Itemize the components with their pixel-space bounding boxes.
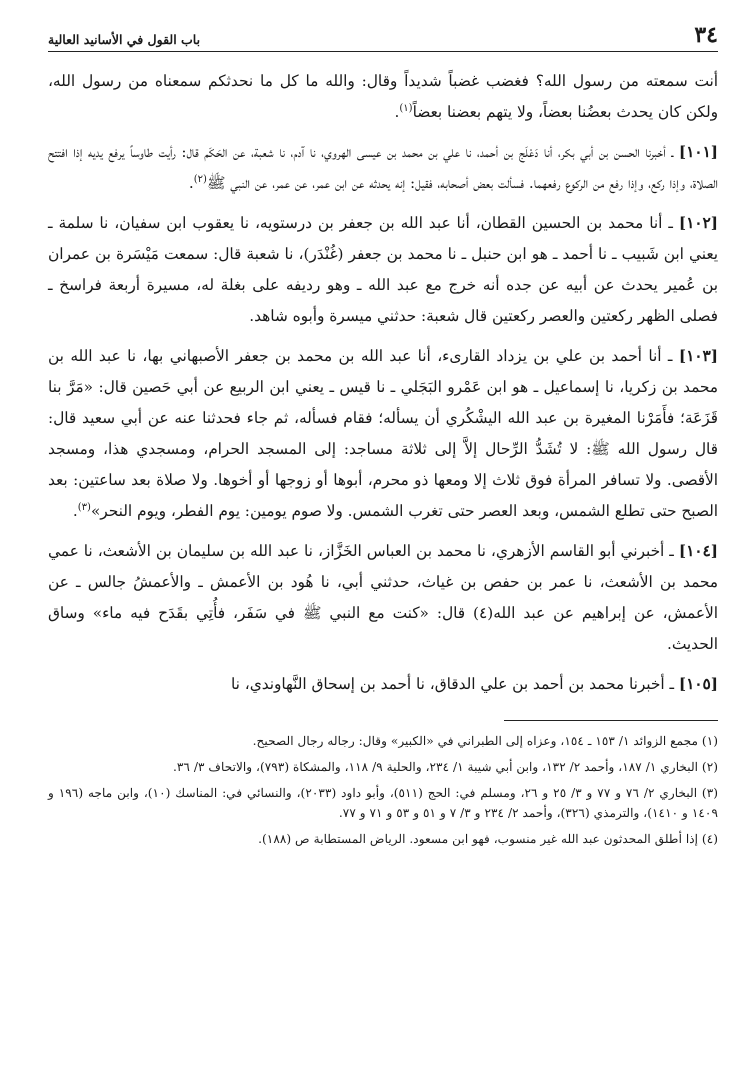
- paragraph-continuation: أنت سمعته من رسول الله؟ فغضب غضباً شديداً وقال: والله ما كل ما نحدثكم سمعناه من رسول الله، ولكن كان يحدث بعضُنا بعضاً، ولا يتهم بعضنا بعضاً$^{(١)}$.: [48, 72, 718, 121]
- hadith-number: [١٠١]: [678, 143, 718, 161]
- hadith-paragraph-102: [48, 208, 718, 332]
- paragraph-text: أنت سمعته من رسول الله؟ فغضب غضباً شديداً وقال: والله ما كل ما نحدثكم سمعناه من رسول الله، ولكن كان يحدث بعضُنا بعضاً، ولا يتهم بعضنا بعضاً: [48, 72, 718, 121]
- hadith-paragraph-101: [١٠١] ـ أخبرنا الحسن بن أبي بكر، أنا دَعْلَج بن أحمد، نا علي بن محمد بن عيسى الهروي، نا آدم، نا شعبة، عن الحَكَم قال: رأيت طاوساً يرفع يديه إذا افتتح الصلاة، وإذا ركع، وإذا رفع من الركوع رفعهما. فسألت بعض أصحابه، فقيل: إنه يحدثه عن ابن عمر، عن عمر، عن النبي ﷺ$^{(٢)}$.: [48, 143, 718, 192]
- book-page: [48, 22, 718, 855]
- footnote-ref: (٢): [193, 173, 207, 185]
- hadith-paragraph-103: [١٠٣] ـ أنا أحمد بن علي بن يزداد القارىء، أنا عبد الله بن محمد بن جعفر الأصبهاني بها، نا عبد الله بن محمد بن زكريا، نا إسماعيل ـ هو ابن عَمْرو البَجَلي ـ نا قيس ـ يعني ابن الربيع عن أبي حَصين قال: «مَرَّ بنا قَزَعَة؛ فأَمَرْنا المغيرة بن عبد الله اليشْكُري أن يسأله؛ فقام فسأله، ثم جاء فحدثنا عنه عن أبي سعيد قال: قال رسول الله ﷺ: لا تُشَدُّ الرِّحال إلاَّ إلى ثلاثة مساجد: إلى المسجد الحرام، ومسجدي هذا، ومسجد الأقصى. ولا تسافر المرأة فوق ثلاث إلا ومعها ذو محرم، أبوها أو زوجها أو أخوها. ولا صلاة بعد ساعتين: بعد الصبح حتى تطلع الشمس، وبعد العصر حتى تغرب الشمس. ولا صوم يومين: يوم الفطر، ويوم النحر»$^{(٣)}$.: [48, 347, 718, 520]
- paragraph-text: ـ أنا أحمد بن علي بن يزداد القارىء، أنا عبد الله بن محمد بن جعفر الأصبهاني بها، نا عبد الله بن محمد بن زكريا، نا إسماعيل ـ هو ابن عَمْرو البَجَلي ـ نا قيس ـ يعني ابن الربيع عن أبي حَصين قال: «مَرَّ بنا قَزَعَة؛ فأَمَرْنا المغيرة بن عبد الله اليشْكُري أن يسأله؛ فقام فسأله، ثم جاء فحدثنا عنه عن أبي سعيد قال: قال رسول الله ﷺ: لا تُشَدُّ الرِّحال إلاَّ إلى ثلاثة مساجد: إلى المسجد الحرام، ومسجدي هذا، ومسجد الأقصى. ولا تسافر المرأة فوق ثلاث إلا ومعها ذو محرم، أبوها أو زوجها أو أخوها. ولا صلاة بعد ساعتين: بعد الصبح حتى تطلع الشمس، وبعد العصر حتى تغرب الشمس. ولا صوم يومين: يوم الفطر، ويوم النحر»: [48, 347, 718, 520]
- hadith-number: [١٠٤]: [678, 542, 718, 560]
- footnote-ref: (٣): [77, 501, 91, 513]
- hadith-paragraph-104: [48, 536, 718, 660]
- footnotes: [48, 731, 718, 849]
- footnote-2: (٢) البخاري ١/ ١٨٧، وأحمد ٢/ ١٣٢، وابن أبي شيبة ١/ ٢٣٤، والحلية ٩/ ١١٨، والمشكاة (٧٩٣)، والاتحاف ٣/ ٣٦.: [172, 760, 718, 774]
- main-text: [48, 66, 718, 700]
- paragraph-text: ـ أنا محمد بن الحسين القطان، أنا عبد الله بن جعفر بن درستويه، نا يعقوب ابن سفيان، نا سلمة ـ يعني ابن شَبيب ـ نا أحمد ـ هو ابن حنبل ـ نا محمد بن جعفر (غُنْدَر)، نا شعبة قال: سمعت مَيْسَرة بن عمران بن عُمير يحدث عن أبيه عن جده أنه خرج مع عبد الله ـ وهو رديفه على بغلة له، مسيرة أربعة فراسخ ـ فصلى الظهر ركعتين والعصر ركعتين قال شعبة: حدثني ميسرة وأبوه شاهد.: [48, 214, 718, 325]
- running-title: باب القول في الأسانيد العالية: [48, 32, 201, 47]
- footnote-divider: [504, 720, 718, 721]
- hadith-paragraph-105: [48, 669, 718, 700]
- footnote-ref: (١): [399, 102, 413, 114]
- hadith-number: [١٠٢]: [678, 214, 718, 232]
- hadith-number: [١٠٥]: [678, 675, 718, 693]
- footnote-4: (٤) إذا أطلق المحدثون عبد الله غير منسوب، فهو ابن مسعود. الرياض المستطابة ص (١٨٨).: [258, 832, 718, 846]
- page-number: ٣٤: [694, 22, 718, 48]
- footnote-3: (٣) البخاري ٢/ ٧٦ و ٧٧ و ٣/ ٢٥ و ٢٦، ومسلم في: الحج (٥١١)، وأبو داود (٢٠٣٣)، والنسائي في: المناسك (١٠)، وابن ماجه (١٩٦ و ١٤٠٩ و ١٤١٠)، والترمذي (٣٢٦)، وأحمد ٢/ ٢٣٤ و ٣/ ٧ و ٥١ و ٥٣ و ٧١ و ٧٧.: [48, 786, 719, 820]
- paragraph-text: ـ أخبرني أبو القاسم الأزهري، نا محمد بن العباس الخَزَّاز، نا عبد الله بن سليمان بن الأشعث، نا عمي محمد بن الأشعث، نا عمر بن حفص بن غياث، حدثني أبي، نا هُود بن الأعمش ـ والأعمشُ جالس ـ عن الأعمش، عن إبراهيم عن عبد الله(٤) قال: «كنت مع النبي ﷺ في سَفَر، فأُتِي بقَدَح فيه ماء» وساق الحديث.: [48, 542, 719, 653]
- hadith-number: [١٠٣]: [678, 347, 718, 365]
- footnote-1: (١) مجمع الزوائد ١/ ١٥٣ ـ ١٥٤، وعزاه إلى الطبراني في «الكبير» وقال: رجاله رجال الصحيح.: [252, 734, 718, 748]
- paragraph-text: ـ أخبرنا الحسن بن أبي بكر، أنا دَعْلَج بن أحمد، نا علي بن محمد بن عيسى الهروي، نا آدم، نا شعبة، عن الحَكَم قال: رأيت طاوساً يرفع يديه إذا افتتح الصلاة، وإذا ركع، وإذا رفع من الركوع رفعهما. فسألت بعض أصحابه، فقيل: إنه يحدثه عن ابن عمر، عن عمر، عن النبي ﷺ: [48, 143, 718, 192]
- paragraph-text: ـ أخبرنا محمد بن أحمد بن علي الدقاق، نا أحمد بن إسحاق النَّهاوندي، نا: [231, 675, 674, 693]
- page-header: [48, 22, 718, 52]
